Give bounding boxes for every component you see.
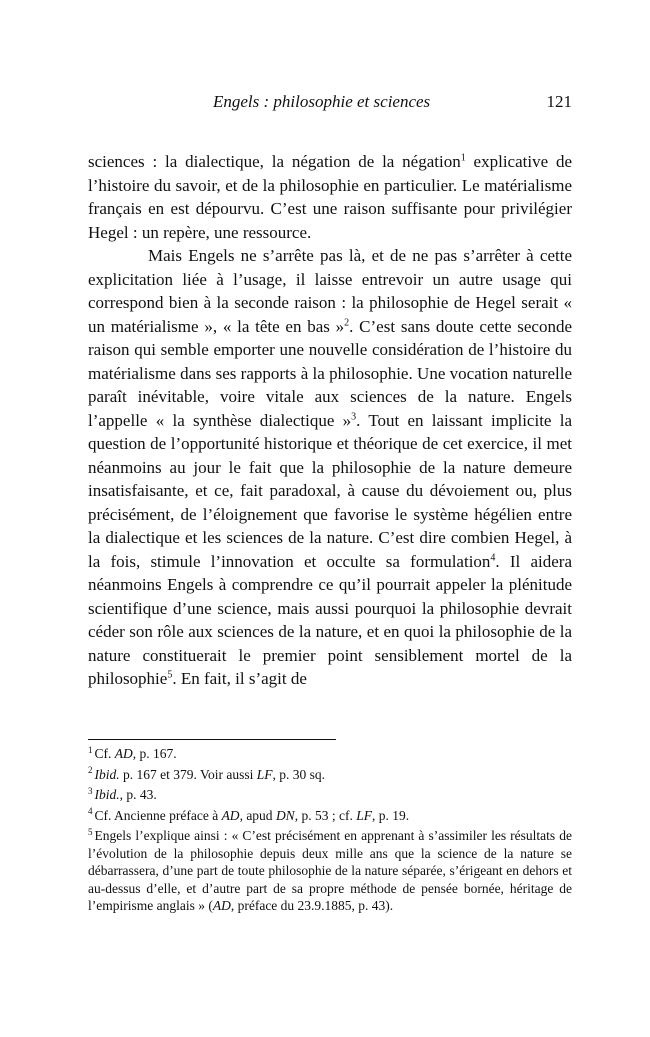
- footnote-number: 3: [88, 785, 93, 796]
- footnote-4: [88, 807, 572, 825]
- footnote-text: , p. 167.: [132, 746, 177, 761]
- text-run: sciences : la dialectique, la négation de la négation: [88, 152, 461, 171]
- footnote-ref-title: AD: [212, 898, 231, 913]
- footnote-text: , p. 19.: [371, 807, 410, 823]
- footnote-1: [88, 745, 572, 763]
- footnote-text: Engels l’explique ainsi : « C’est précisément en apprenant à s’assimiler les résultats de l’évolution de la philosophie depuis deux mille ans que la science de la nature se débarrassera, d’une part de toute philosophie de la nature séparée, s’érigeant en dehors et au-dessus d’elle, et d’autre part de sa propre méthode de pensée bornée, héritage de l’empirisme anglais » (: [88, 828, 572, 913]
- footnote-text: Cf. Ancienne préface à: [94, 807, 222, 823]
- footnote-text: Cf.: [94, 746, 115, 761]
- text-run: . En fait, il s’agit de: [172, 669, 307, 688]
- text-run: . C’est sans doute cette seconde raison qui semble emporter une nouvelle considération de l’histoire du matérialisme dans ses rapports à la philosophie. Une vocation naturelle paraît inévitable, voire vitale aux sciences de la nature. Engels l’appelle « la synthèse dialectique »: [88, 316, 573, 430]
- footnote-number: 4: [88, 806, 93, 816]
- footnote-5: [88, 827, 572, 915]
- text-run: Mais Engels ne s’arrête pas là, et de ne pas s’arrêter à cette explicitation liée à l’usage, il laisse entrevoir un autre usage qui correspond bien à la seconde raison : la philosophie de Hegel serait « un matérialisme », « la tête en bas »: [88, 246, 572, 336]
- footnote-2: [88, 766, 572, 784]
- footnote-number: 2: [88, 765, 93, 775]
- paragraph-2: [88, 244, 572, 691]
- footnote-ref-title: DN: [275, 807, 295, 823]
- text-run: . Tout en laissant implicite la question de l’opportunité historique et théorique de cet exercice, il met néanmoins au jour le fait que la philosophie de la nature demeure insatisfaisante, et ce, fait paradoxal, à cause du dévoiement ou, plus précisément, de l’éloignement que favorise le système hégélien entre la dialectique et les sciences de la nature. C’est dire combien Hegel, à la fois, stimule l’innovation et occulte sa formulation: [88, 410, 572, 571]
- footnotes: [88, 745, 572, 918]
- footnote-ref-title: LF: [356, 807, 372, 823]
- footnote-text: , p. 43.: [119, 787, 157, 802]
- page-number: 121: [546, 92, 572, 111]
- text-run: . Il aidera néanmoins Engels à comprendre ce qu’il pourrait appeler la plénitude scientifique d’une science, mais aussi pourquoi la philosophie devrait céder son rôle aux sciences de la nature, et en quoi la philosophie de la nature constituerait le premier point sensiblement mortel de la philosophie: [88, 551, 572, 688]
- footnote-ref-title: AD: [114, 746, 133, 761]
- footnote-ref-4: 4: [490, 551, 496, 563]
- footnote-ref-title: AD: [221, 807, 240, 823]
- footnote-text: p. 167 et 379. Voir aussi: [119, 766, 257, 782]
- footnote-ref-title: Ibid.: [94, 787, 120, 802]
- footnote-separator: [88, 739, 336, 740]
- footnote-ref-title: Ibid.: [94, 766, 120, 782]
- footnote-3: [88, 786, 572, 804]
- text-run: explicative de l’histoire du savoir, et de la philosophie en particulier. Le matérialisme français en est dépourvu. C’est une raison suffisante pour privilégier Hegel : un repère, une ressource.: [88, 152, 573, 242]
- footnote-number: 5: [88, 826, 93, 837]
- footnote-ref-1: 1: [460, 152, 466, 164]
- footnote-text: , p. 30 sq.: [272, 766, 326, 782]
- footnote-ref-5: 5: [167, 669, 173, 681]
- footnote-ref-title: LF: [256, 766, 273, 782]
- footnote-text: , p. 53 ; cf.: [294, 807, 357, 823]
- footnote-text: , préface du 23.9.1885, p. 43).: [230, 898, 394, 913]
- footnote-text: , apud: [239, 807, 276, 823]
- page-header: [88, 92, 572, 114]
- footnote-ref-3: 3: [351, 410, 357, 422]
- footnote-number: 1: [88, 744, 93, 755]
- body-text: [88, 150, 572, 691]
- paragraph-1: [88, 150, 572, 244]
- footnote-ref-2: 2: [344, 316, 350, 328]
- running-title: Engels : philosophie et sciences: [213, 92, 431, 111]
